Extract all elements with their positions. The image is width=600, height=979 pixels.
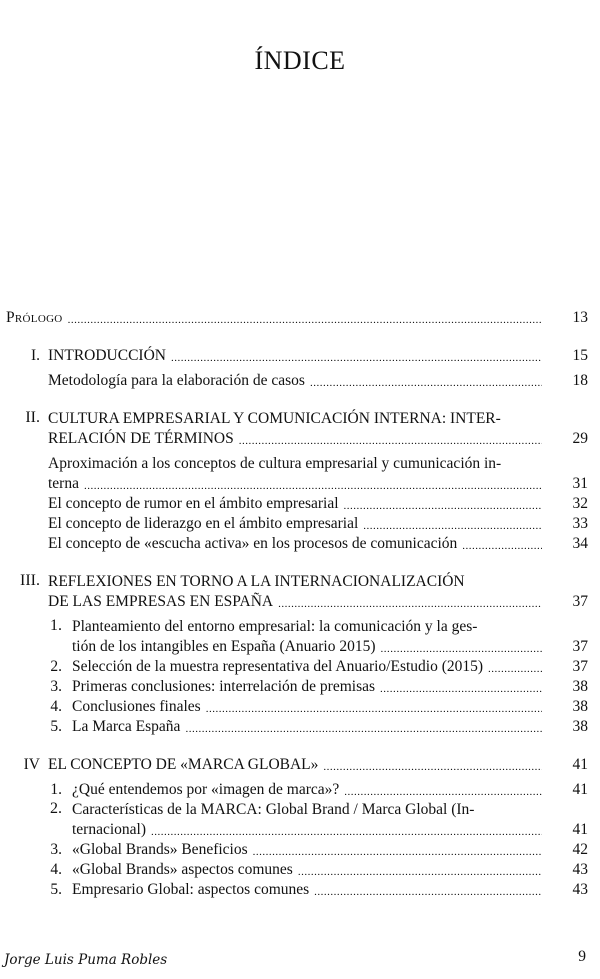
toc-item <box>0 840 600 860</box>
dot-leader <box>298 864 542 880</box>
toc-entry-row <box>0 371 600 391</box>
toc-entry-row <box>0 780 600 800</box>
toc-entry-row <box>0 637 600 657</box>
dot-leader <box>84 478 542 494</box>
toc-entry-number: 3. <box>50 841 62 858</box>
toc-entry-row <box>0 657 600 677</box>
dot-leader <box>488 661 542 677</box>
toc-entry-text: ternacional) <box>72 821 147 838</box>
toc-entry-text: ¿Qué entendemos por «imagen de marca»? <box>72 781 340 798</box>
toc-item <box>0 717 600 737</box>
toc-page-number: 34 <box>572 535 588 552</box>
dot-leader <box>323 759 542 775</box>
dot-leader <box>380 681 542 697</box>
toc-entry-number: III. <box>20 572 40 589</box>
toc-page-number: 43 <box>572 861 588 878</box>
table-of-contents <box>0 308 600 900</box>
dot-leader <box>185 721 542 737</box>
dot-leader <box>239 433 542 449</box>
toc-entry-row <box>0 429 600 449</box>
toc-page-number: 15 <box>572 347 588 364</box>
toc-entry-text: Conclusiones finales <box>72 698 201 715</box>
toc-entry-text: DE LAS EMPRESAS EN ESPAÑA <box>48 593 274 610</box>
toc-entry-row <box>0 534 600 554</box>
toc-page-number: 18 <box>572 372 588 389</box>
toc-entry-number: 1. <box>50 781 62 798</box>
dot-leader <box>310 375 542 391</box>
dot-leader <box>68 312 542 328</box>
dot-leader <box>314 884 542 900</box>
toc-section <box>0 409 600 449</box>
toc-entry-number: IV <box>23 756 40 773</box>
dot-leader <box>344 498 542 514</box>
toc-entry-text: Características de la MARCA: Global Brand / Marca Global (In- <box>72 801 475 818</box>
toc-entry-text: Aproximación a los conceptos de cultura empresarial y cumunicación in- <box>48 455 502 472</box>
footer-author: Jorge Luis Puma Robles <box>4 952 168 968</box>
toc-entry-text: El concepto de liderazgo en el ámbito empresarial <box>48 515 359 532</box>
toc-page-number: 37 <box>572 593 588 610</box>
toc-entry-text: terna <box>48 475 79 492</box>
toc-entry-number: 2. <box>50 800 62 817</box>
toc-item <box>0 371 600 391</box>
toc-prologo <box>0 308 600 328</box>
toc-entry-row <box>0 677 600 697</box>
toc-entry-text: EL CONCEPTO DE «MARCA GLOBAL» <box>48 756 319 773</box>
toc-item <box>0 800 600 840</box>
toc-entry-number: 4. <box>50 698 62 715</box>
page-title: ÍNDICE <box>254 46 346 75</box>
toc-entry-row <box>0 840 600 860</box>
dot-leader <box>278 596 542 612</box>
toc-page-number: 38 <box>572 718 588 735</box>
dot-leader <box>253 844 542 860</box>
toc-section <box>0 755 600 775</box>
toc-entry-text: Prólogo <box>6 309 63 326</box>
toc-entry-row <box>0 474 600 494</box>
toc-entry-text: REFLEXIONES EN TORNO A LA INTERNACIONALIZACIÓN <box>48 573 465 590</box>
toc-entry-text: tión de los intangibles en España (Anuario 2015) <box>72 638 376 655</box>
toc-entry-text: El concepto de «escucha activa» en los procesos de comunicación <box>48 535 458 552</box>
toc-entry-row <box>0 494 600 514</box>
toc-entry-row <box>0 820 600 840</box>
toc-entry-text: Metodología para la elaboración de casos <box>48 372 305 389</box>
toc-entry-text: RELACIÓN DE TÉRMINOS <box>48 430 234 447</box>
toc-page-number: 13 <box>572 309 588 326</box>
toc-item <box>0 454 600 494</box>
toc-entry-text: CULTURA EMPRESARIAL Y COMUNICACIÓN INTERNA: INTER- <box>48 410 501 427</box>
toc-entry-number: 2. <box>50 658 62 675</box>
toc-entry-number: 5. <box>50 718 62 735</box>
dot-leader <box>344 784 542 800</box>
toc-section <box>0 572 600 612</box>
toc-entry-row <box>0 592 600 612</box>
toc-entry-text: «Global Brands» aspectos comunes <box>72 861 293 878</box>
toc-item <box>0 880 600 900</box>
dot-leader <box>151 824 542 840</box>
toc-page-number: 41 <box>572 781 588 798</box>
toc-entry-number: 3. <box>50 678 62 695</box>
toc-entry-number: 5. <box>50 881 62 898</box>
toc-entry-text: La Marca España <box>72 718 181 735</box>
dot-leader <box>462 538 542 554</box>
toc-page-number: 29 <box>572 430 588 447</box>
toc-item <box>0 677 600 697</box>
toc-page-number: 37 <box>572 658 588 675</box>
toc-page-number: 42 <box>572 841 588 858</box>
toc-entry-text: INTRODUCCIÓN <box>48 347 166 364</box>
dot-leader <box>171 350 542 366</box>
dot-leader <box>206 701 542 717</box>
toc-page-number: 38 <box>572 698 588 715</box>
toc-entry-text: Selección de la muestra representativa del Anuario/Estudio (2015) <box>72 658 484 675</box>
toc-entry-number: 4. <box>50 861 62 878</box>
toc-entry-row <box>0 697 600 717</box>
toc-entry-text: El concepto de rumor en el ámbito empresarial <box>48 495 339 512</box>
toc-entry-number: I. <box>30 347 40 364</box>
toc-page-number: 31 <box>572 475 588 492</box>
toc-item <box>0 494 600 514</box>
toc-entry-row <box>0 514 600 534</box>
toc-item <box>0 657 600 677</box>
toc-entry-number: 1. <box>50 617 62 634</box>
toc-page-number: 41 <box>572 756 588 773</box>
toc-entry-text: «Global Brands» Beneficios <box>72 841 248 858</box>
toc-item <box>0 514 600 534</box>
toc-page-number: 37 <box>572 638 588 655</box>
toc-item <box>0 860 600 880</box>
toc-item <box>0 780 600 800</box>
dot-leader <box>380 641 542 657</box>
toc-item <box>0 617 600 657</box>
toc-page-number: 33 <box>572 515 588 532</box>
toc-item <box>0 534 600 554</box>
toc-item <box>0 697 600 717</box>
toc-page-number: 43 <box>572 881 588 898</box>
toc-entry-text: Empresario Global: aspectos comunes <box>72 881 310 898</box>
toc-section <box>0 346 600 366</box>
toc-entry-row <box>0 860 600 880</box>
footer-page-number: 9 <box>578 948 586 965</box>
toc-entry-row <box>0 717 600 737</box>
toc-entry-row <box>0 755 600 775</box>
toc-entry-row <box>0 880 600 900</box>
toc-page-number: 32 <box>572 495 588 512</box>
toc-page-number: 41 <box>572 821 588 838</box>
toc-entry-text: Primeras conclusiones: interrelación de premisas <box>72 678 376 695</box>
toc-entry-row <box>0 346 600 366</box>
toc-entry-number: II. <box>25 409 40 426</box>
dot-leader <box>363 518 542 534</box>
toc-page-number: 38 <box>572 678 588 695</box>
toc-entry-text: Planteamiento del entorno empresarial: la comunicación y la ges- <box>72 618 478 635</box>
